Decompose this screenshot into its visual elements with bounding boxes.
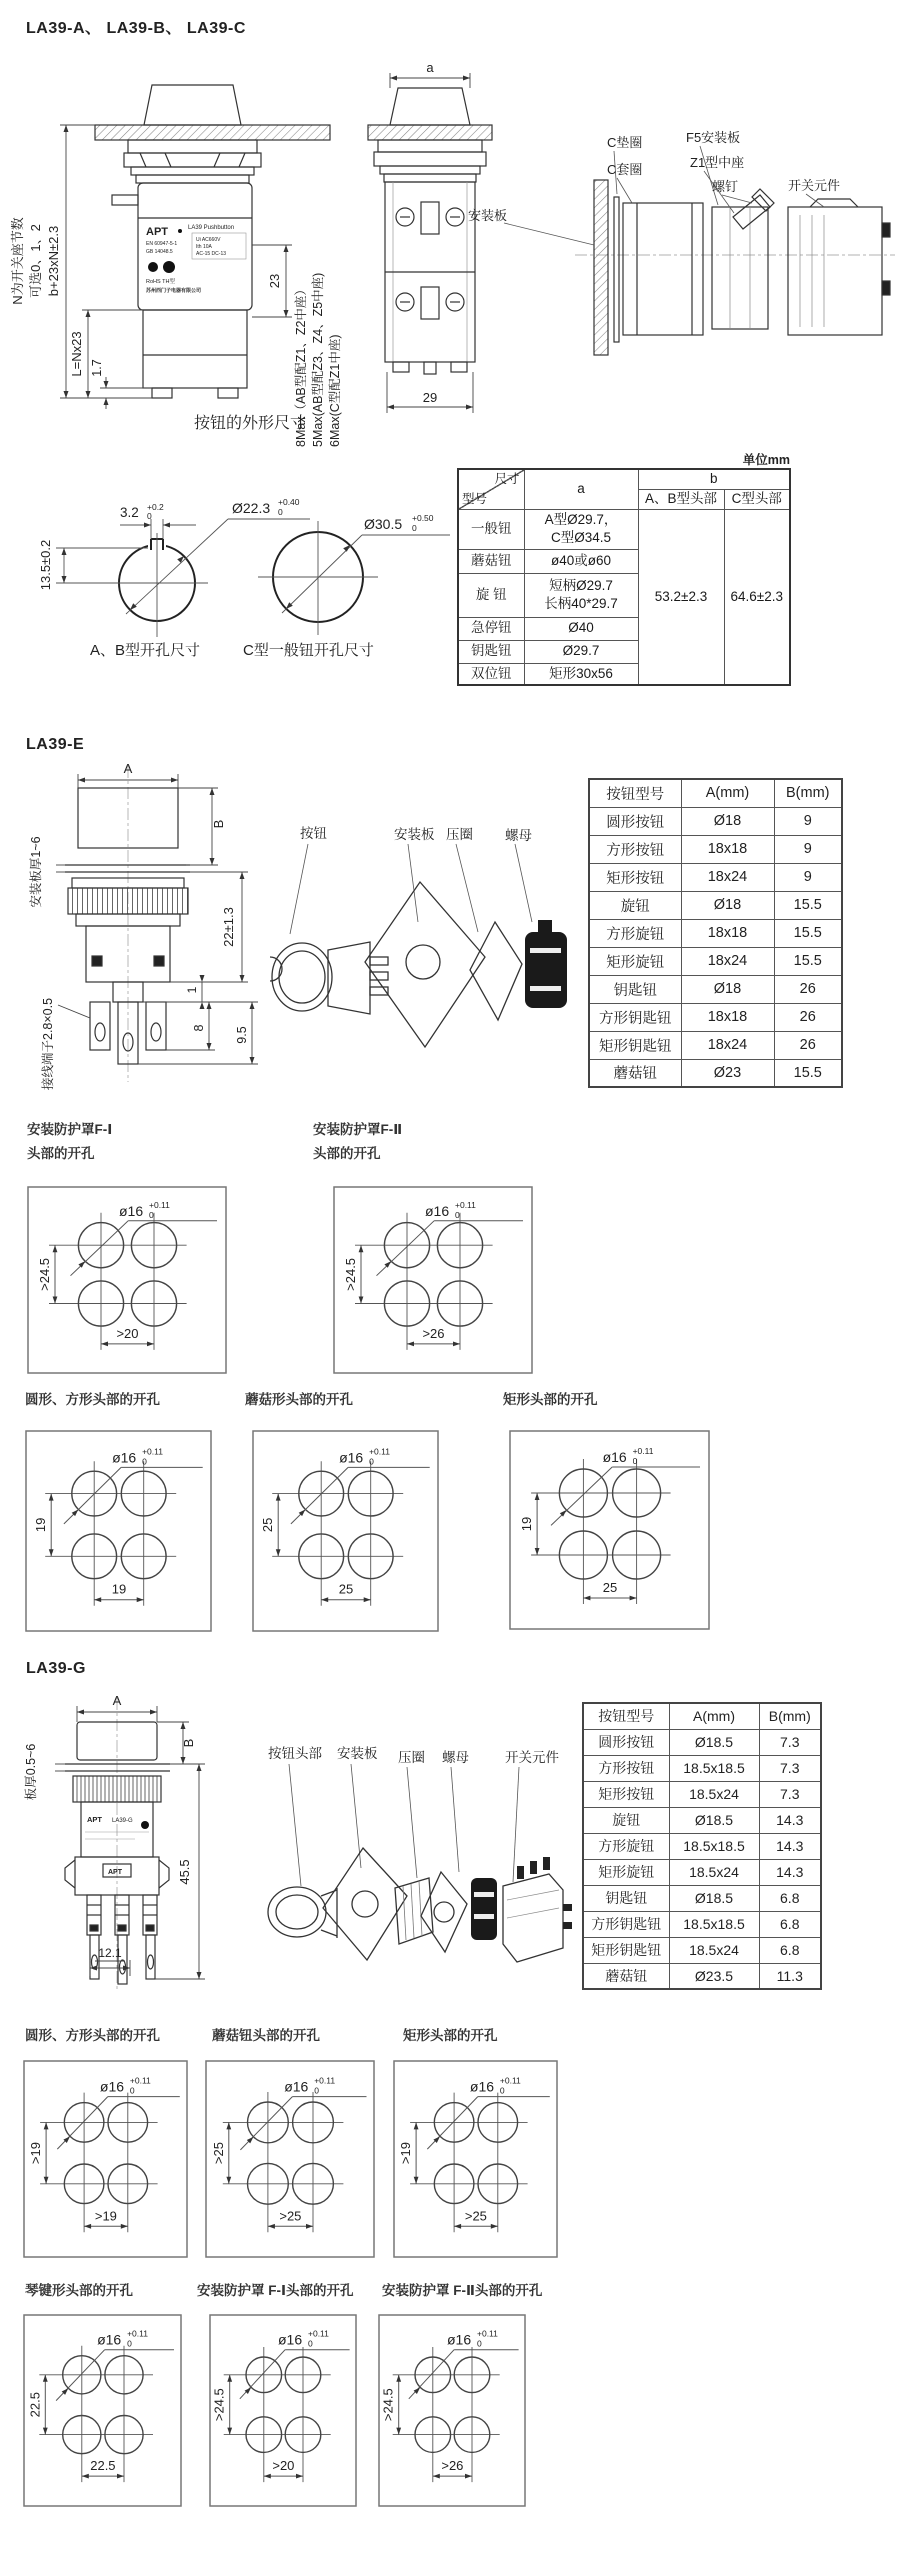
ab-dia: Ø22.3 [232,500,271,516]
abc-outline-caption: 按钮的外形尺寸 [193,415,307,432]
hole-caption: 矩形头部的开孔 [403,2028,498,2043]
table-cell: 矩形旋钮 [583,1859,669,1885]
hole-vdim-label: >24.5 [211,2388,227,2422]
label-z1-base: Z1型中座 [690,155,745,170]
table-row [583,1963,821,1989]
table-cell: 15.5 [774,947,842,975]
table-cell: 方形旋钮 [589,919,681,947]
hole-dia-label: ø16 [112,1449,137,1466]
hole-tol-lo: 0 [314,2085,319,2096]
table-cell: Ø29.7 [524,640,638,663]
hole-tol-hi: +0.11 [149,1199,170,1210]
table-cell: 矩形30x56 [524,663,638,685]
c-dia-tol-hi: +0.50 [412,513,434,523]
corner-dim-label: 尺寸 [494,472,520,486]
table-cell: 18.5x18.5 [669,1755,759,1781]
e-note-terminal: 接线端子2.8×0.5 [41,997,55,1090]
n-note-line2: 可选0、1、2 [28,224,43,298]
g-dim-45-5: 45.5 [177,1859,192,1885]
table-cell: 9 [774,807,842,835]
g-label-head: 按钮头部 [268,1746,322,1761]
hole-vdim-label: 19 [519,1516,535,1532]
product-model-text: LA39 Pushbutton [188,225,235,231]
hole-diagram [25,1430,212,1637]
hole-diagram [23,2060,188,2263]
hole-vdim-label: >24.5 [380,2388,396,2422]
hole-caption: 蘑菇形头部的开孔 [245,1392,353,1407]
hole-tol-hi: +0.11 [499,2075,521,2086]
ab-notch-width: 3.2 [120,505,139,520]
table-cell: 钥匙钮 [589,975,681,1003]
hole-hdim-label: >20 [116,1325,139,1341]
e-front-view-geometry [65,788,190,1064]
table-cell: 14.3 [759,1833,821,1859]
table-cell: 14.3 [759,1807,821,1833]
table-cell: 双位钮 [458,663,524,685]
hole-dia-label: ø16 [119,1202,144,1219]
g-dim-12-1: 12.1 [98,1946,122,1960]
table-row [583,1729,821,1755]
c-dia: Ø30.5 [364,516,403,532]
e-label-nut: 螺母 [505,828,532,843]
table-header-cell: 按钮型号 [583,1703,669,1729]
g-front-view-drawing [15,1692,245,1992]
table-cell: 旋钮 [589,891,681,919]
section-g-title: LA39-G [26,1660,86,1677]
table-header-cell: A(mm) [669,1703,759,1729]
table-cell: 6.8 [759,1937,821,1963]
ab-notch-tol-hi: +0.2 [147,502,164,512]
table-cell: 18.5x24 [669,1859,759,1885]
e-exploded-geometry [270,882,567,1047]
table-header-cell: B(mm) [774,779,842,807]
hole-caption: 琴键形头部的开孔 [25,2283,133,2298]
hole-tol-hi: +0.11 [142,1446,163,1457]
hole-vdim-label: 22.5 [27,2392,43,2418]
hole-caption: 安装防护罩 F-Ⅱ头部的开孔 [382,2283,543,2298]
g-label-nut: 螺母 [442,1750,469,1765]
apt-logo-text: APT [108,1869,122,1876]
table-cell: Ø18 [681,891,774,919]
table-cell: 矩形钥匙钮 [583,1937,669,1963]
hole-tol-hi: +0.11 [369,1446,390,1457]
e-dim-9-5: 9.5 [235,1026,249,1044]
table-row [589,1031,842,1059]
table-cell: 18x24 [681,1031,774,1059]
label-screw: 螺钉 [712,179,739,194]
table-cell: 18x18 [681,919,774,947]
e-front-view-drawing [10,760,270,1090]
hole-dia-label: ø16 [469,2078,495,2095]
hole-dia-label: ø16 [447,2331,472,2348]
hole-dia-label: ø16 [339,1449,364,1466]
hole-hdim-label: >19 [94,2208,117,2224]
hole-dia-label: ø16 [99,2078,125,2095]
table-row [458,509,790,549]
rohs-text: RoHS TH型 [146,279,175,285]
table-cell: 一般钮 [458,509,524,549]
section-e-title: LA39-E [26,736,85,753]
table-cell: 短柄Ø29.7 长柄40*29.7 [524,573,638,617]
note-6max: 6Max(C型配Z1中座) [328,334,342,447]
label-switch-element: 开关元件 [788,178,841,193]
table-row [583,1833,821,1859]
hole-caption: 圆形、方形头部的开孔 [25,2028,160,2043]
hole-tol-lo: 0 [632,1456,638,1466]
table-cell: 方形钥匙钮 [589,1003,681,1031]
e-dimension-table [588,778,843,1088]
table-cell: 钥匙钮 [458,640,524,663]
column-header-b: b [638,469,790,489]
table-cell: 15.5 [774,1059,842,1087]
hole-tol-hi: +0.11 [129,2075,151,2086]
hole-dia-label: ø16 [278,2331,303,2348]
hole-caption-f2: 安装防护罩F-Ⅱ 头部的开孔 [313,1122,403,1161]
label-f5-plate: F5安装板 [686,130,741,145]
e-label-plate: 安装板 [394,827,435,842]
dim-b-formula: b+23xN±2.3 [46,225,61,297]
hole-tol-lo: 0 [455,1209,460,1220]
table-cell: 圆形按钮 [583,1729,669,1755]
table-cell: 旋 钮 [458,573,524,617]
abc-product-label [146,225,246,294]
table-cell: 6.8 [759,1885,821,1911]
hole-tol-lo: 0 [129,2085,135,2096]
g-model-text: LA39-G [112,1818,133,1824]
ab-notch-tol-lo: 0 [147,511,152,521]
abc-hole-drawing [0,455,455,705]
c-dia-tol-lo: 0 [412,523,417,533]
hole-diagram [509,1430,710,1635]
table-cell: 方形钥匙钮 [583,1911,669,1937]
hole-caption-f1: 安装防护罩F-Ⅰ 头部的开孔 [27,1122,113,1161]
table-cell: 18x18 [681,835,774,863]
e-exploded-drawing [270,772,582,1072]
ab-dia-tol-hi: +0.40 [278,497,300,507]
note-5max: 5Max(AB型配Z3、Z4、Z5中座) [311,272,325,447]
hole-caption: 圆形、方形头部的开孔 [25,1392,160,1407]
ab-hole-dimensions [56,519,310,637]
ab-height: 13.5±0.2 [38,539,53,591]
table-cell: 11.3 [759,1963,821,1989]
apt-logo-text: APT [87,1815,102,1824]
hole-tol-hi: +0.11 [477,2328,498,2339]
hole-tol-hi: +0.11 [455,1199,476,1210]
table-cell: 14.3 [759,1859,821,1885]
table-cell: 方形按钮 [583,1755,669,1781]
table-cell: 方形按钮 [589,835,681,863]
table-cell: 15.5 [774,891,842,919]
hole-tol-lo: 0 [499,2085,505,2096]
hole-diagram [23,2314,182,2512]
table-row [583,1781,821,1807]
g-dim-b: B [181,1738,196,1748]
table-row [583,1885,821,1911]
table-cell: 矩形旋钮 [589,947,681,975]
hole-dia-label: ø16 [425,1202,450,1219]
g-front-view-geometry [65,1722,170,1984]
table-row [583,1859,821,1885]
table-cell: 蘑菇钮 [583,1963,669,1989]
g-label-plate: 安装板 [337,1746,378,1761]
table-header-row [583,1703,821,1729]
abc-exploded-geometry [575,180,895,355]
abc-exploded-leaders [504,146,824,245]
table-row [589,863,842,891]
g-exploded-leaders [289,1764,519,1886]
hole-diagram [205,2060,375,2263]
hole-caption: 蘑菇钮头部的开孔 [212,2028,320,2043]
table-cell: 18.5x18.5 [669,1911,759,1937]
unit-note: 单位mm [742,453,790,467]
hole-hdim-label: >26 [441,2458,464,2474]
table-cell: 方形旋钮 [583,1833,669,1859]
table-cell: 18.5x24 [669,1937,759,1963]
rating-text: Ith 10A [196,244,212,250]
hole-dia-label: ø16 [97,2331,122,2348]
hole-diagram [393,2060,558,2263]
hole-caption: 安装防护罩 F-Ⅰ头部的开孔 [197,2283,354,2298]
e-dim-8: 8 [192,1024,206,1032]
section-abc-title: LA39-A、 LA39-B、 LA39-C [26,20,246,37]
table-cell: 矩形按钮 [583,1781,669,1807]
abc-outline-drawing [0,55,900,455]
table-cell: ø40或ø60 [524,549,638,573]
hole-diagram [378,2314,526,2512]
dim-a: a [426,60,434,75]
hole-vdim-label: >19 [398,2142,414,2165]
corner-model-label: 型号 [462,491,488,506]
hole-diagram [252,1430,439,1637]
ab-hole-caption: A、B型开孔尺寸 [90,642,201,659]
table-header-cell: 按钮型号 [589,779,681,807]
table-row [589,807,842,835]
rating-text: AC-15 DC-13 [196,251,227,257]
company-text: 苏州西门子电器有限公司 [146,288,202,294]
table-row [589,891,842,919]
g-dim-a: A [112,1693,122,1708]
hole-tol-lo: 0 [142,1456,147,1467]
table-cell: 矩形按钮 [589,863,681,891]
table-cell: Ø18.5 [669,1885,759,1911]
hole-hdim-label: >26 [422,1325,445,1341]
dim-29: 29 [422,390,438,405]
hole-diagram [209,2314,357,2512]
e-dim-22: 22±1.3 [221,907,236,947]
g-exploded-drawing [245,1700,575,2000]
table-row [583,1911,821,1937]
e-exploded-leaders [290,844,532,934]
table-cell: 7.3 [759,1729,821,1755]
hole-vdim-label: 25 [260,1517,276,1533]
table-cell: 15.5 [774,919,842,947]
abc-dimension-table [457,468,791,686]
column-header-b-c: C型头部 [724,489,790,509]
table-row [589,835,842,863]
table-row [589,1003,842,1031]
hole-vdim-label: >24.5 [343,1257,358,1291]
table-row [589,919,842,947]
table-cell: Ø18.5 [669,1807,759,1833]
table-cell: 7.3 [759,1781,821,1807]
hole-hdim-label: 22.5 [90,2458,116,2474]
table-header-row [589,779,842,807]
hole-hdim-label: 25 [338,1581,354,1597]
column-header-a: a [524,469,638,509]
c-hole-dimensions [258,521,450,635]
hole-tol-lo: 0 [308,2338,313,2349]
table-cell: 26 [774,1003,842,1031]
e-dim-1: 1 [185,986,199,994]
table-row [583,1937,821,1963]
g-exploded-geometry [268,1848,572,1962]
e-label-ring: 压圈 [446,827,473,842]
hole-diagram [333,1186,533,1379]
table-cell: 蘑菇钮 [589,1059,681,1087]
label-c-ring: C套圈 [607,162,643,177]
table-cell: 26 [774,975,842,1003]
hole-tol-lo: 0 [369,1456,374,1467]
hole-dia-label: ø16 [284,2078,309,2095]
column-header-b-ab: A、B型头部 [638,489,724,509]
ab-dia-tol-lo: 0 [278,507,283,517]
table-cell: 18x24 [681,863,774,891]
g-note-plate: 板厚0.5~6 [24,1743,38,1801]
table-row [589,947,842,975]
hole-dia-label: ø16 [602,1449,627,1465]
table-cell: Ø23.5 [669,1963,759,1989]
table-cell: Ø18 [681,807,774,835]
table-cell: 53.2±2.3 [638,509,724,685]
hole-tol-hi: +0.11 [632,1446,654,1456]
table-cell: 旋钮 [583,1807,669,1833]
label-mounting-plate: 安装板 [468,208,508,223]
table-cell: 18.5x24 [669,1781,759,1807]
hole-caption: 矩形头部的开孔 [503,1392,598,1407]
e-label-button: 按钮 [300,826,327,841]
hole-hdim-label: 19 [111,1581,127,1597]
table-cell: 64.6±2.3 [724,509,790,685]
table-cell: A型Ø29.7， C型Ø34.5 [524,509,638,549]
table-cell: Ø40 [524,617,638,640]
hole-tol-hi: +0.11 [308,2328,329,2339]
table-cell: 6.8 [759,1911,821,1937]
hole-hdim-label: 25 [602,1580,618,1595]
rating-text: Ui AC660V [196,237,221,243]
table-corner-cell [458,469,524,509]
g-label-ring: 压圈 [398,1750,425,1765]
table-row [589,1059,842,1087]
table-cell: 矩形钥匙钮 [589,1031,681,1059]
table-cell: 26 [774,1031,842,1059]
e-note-plate: 安装板厚1~6 [29,836,43,908]
hole-tol-lo: 0 [477,2338,482,2349]
table-cell: 9 [774,863,842,891]
table-row [589,975,842,1003]
table-cell: 18.5x18.5 [669,1833,759,1859]
table-row [583,1807,821,1833]
hole-vdim-label: >25 [210,2142,226,2165]
e-dim-a: A [123,761,133,776]
hole-tol-hi: +0.11 [127,2328,148,2339]
table-cell: 7.3 [759,1755,821,1781]
cert-text: EN 60947-5-1 [146,241,178,247]
label-c-washer: C垫圈 [607,135,643,150]
table-header-cell: B(mm) [759,1703,821,1729]
table-cell: 18x18 [681,1003,774,1031]
table-row [583,1755,821,1781]
table-cell: 急停钮 [458,617,524,640]
note-8max: 8Max（AB型配Z1、Z2中座） [294,283,308,447]
table-cell: 18x24 [681,947,774,975]
dim-1-7: 1.7 [90,359,104,377]
hole-diagram [27,1186,227,1379]
cert-text: GB 14048.5 [146,249,173,255]
g-label-switch: 开关元件 [505,1750,559,1765]
hole-vdim-label: >24.5 [37,1257,52,1291]
table-header-cell: A(mm) [681,779,774,807]
hole-hdim-label: >20 [272,2458,295,2474]
n-note-line1: N为开关座节数 [10,217,25,305]
hole-hdim-label: >25 [279,2208,302,2224]
table-cell: 钥匙钮 [583,1885,669,1911]
hole-tol-lo: 0 [149,1209,154,1220]
g-dimension-table [582,1702,822,1990]
c-hole-caption: C型一般钮开孔尺寸 [243,642,374,659]
table-cell: 圆形按钮 [589,807,681,835]
dim-23: 23 [267,273,282,289]
table-cell: Ø18 [681,975,774,1003]
table-cell: Ø18.5 [669,1729,759,1755]
e-dim-b: B [211,819,226,829]
apt-logo-text: APT [146,226,168,238]
hole-tol-lo: 0 [127,2338,132,2349]
table-cell: 蘑菇钮 [458,549,524,573]
abc-section-view-geometry [368,88,492,374]
hole-hdim-label: >25 [464,2208,487,2224]
table-cell: 9 [774,835,842,863]
hole-vdim-label: 19 [33,1517,49,1533]
hole-tol-hi: +0.11 [314,2075,336,2086]
dim-l-formula: L=Nx23 [69,331,84,377]
table-cell: Ø23 [681,1059,774,1087]
hole-vdim-label: >19 [28,2142,44,2165]
